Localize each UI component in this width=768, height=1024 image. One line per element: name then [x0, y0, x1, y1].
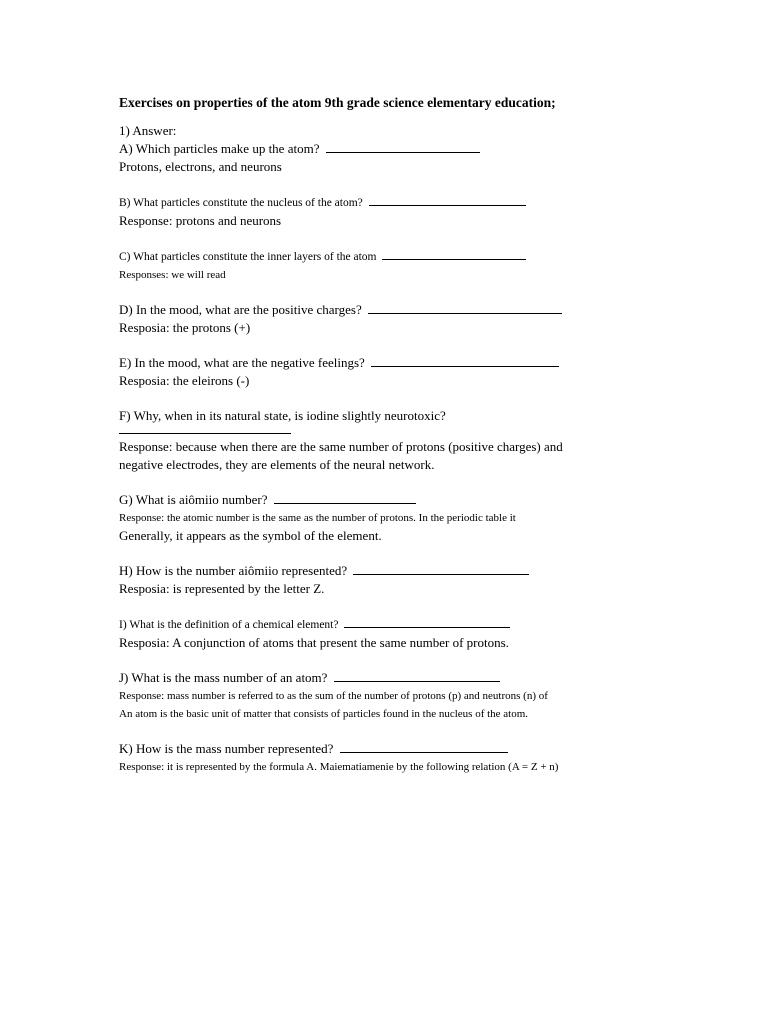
question-text: I) What is the definition of a chemical element?: [119, 619, 339, 631]
question-item-b: [119, 193, 679, 230]
question-item-h: [119, 562, 679, 598]
answer-text: Protons, electrons, and neurons: [119, 159, 282, 174]
answer-blank: [371, 354, 559, 367]
question-text: D) In the mood, what are the positive charges?: [119, 302, 362, 317]
answer-blank: [368, 301, 562, 314]
question-text: C) What particles constitute the inner layers of the atom: [119, 251, 377, 263]
question-item-k: [119, 740, 679, 776]
answer-blank: [344, 615, 510, 628]
question-item-f: [119, 407, 679, 474]
question-item-j: [119, 669, 679, 723]
question-item-c: [119, 247, 679, 284]
answer-text: Response: protons and neurons: [119, 213, 282, 228]
answer-text: Generally, it appears as the symbol of the element.: [119, 528, 382, 543]
answer-text: Responses: we will read: [119, 269, 226, 281]
answer-blank: [353, 562, 529, 575]
answer-blank: [382, 247, 526, 260]
question-text: J) What is the mass number of an atom?: [119, 670, 328, 685]
answer-text: Resposia: A conjunction of atoms that present the same number of protons.: [119, 635, 509, 650]
worksheet-title: Exercises on properties of the atom 9th grade science elementary education;: [119, 95, 556, 110]
answer-text: negative electrodes, they are elements of the neural network.: [119, 457, 435, 472]
answer-text: Resposia: the protons (+): [119, 320, 251, 335]
question-text: K) How is the mass number represented?: [119, 741, 334, 756]
question-item-g: [119, 491, 679, 545]
answer-blank: [326, 140, 480, 153]
answer-text: An atom is the basic unit of matter that consists of particles found in the nucleus of the atom.: [119, 708, 529, 720]
question-text: E) In the mood, what are the negative feelings?: [119, 355, 365, 370]
question-text: B) What particles constitute the nucleus of the atom?: [119, 197, 363, 209]
answer-blank: [119, 425, 291, 434]
answer-text: Resposia: the eleirons (-): [119, 373, 250, 388]
answer-text: Response: mass number is referred to as the sum of the number of protons (p) and neutrons (n) of: [119, 690, 548, 702]
answer-text: Response: it is represented by the formula A. Maiematiamenie by the following relation (A = Z + n): [119, 761, 559, 773]
answer-blank: [334, 669, 500, 682]
section-heading: 1) Answer:: [119, 123, 177, 138]
worksheet-page: [119, 94, 679, 793]
question-item-a: [119, 140, 679, 176]
answer-text: Resposia: is represented by the letter Z.: [119, 581, 325, 596]
question-item-i: [119, 615, 679, 652]
answer-text: Response: because when there are the same number of protons (positive charges) and: [119, 439, 563, 454]
question-text: A) Which particles make up the atom?: [119, 141, 320, 156]
question-text: G) What is aiômiio number?: [119, 492, 268, 507]
answer-blank: [340, 740, 508, 753]
answer-blank: [274, 491, 416, 504]
question-text: F) Why, when in its natural state, is iodine slightly neurotoxic?: [119, 408, 446, 423]
question-item-d: [119, 301, 679, 337]
answer-blank: [369, 193, 526, 206]
answer-text: Response: the atomic number is the same as the number of protons. In the periodic table it: [119, 512, 516, 524]
question-text: H) How is the number aiômiio represented?: [119, 563, 348, 578]
question-item-e: [119, 354, 679, 390]
